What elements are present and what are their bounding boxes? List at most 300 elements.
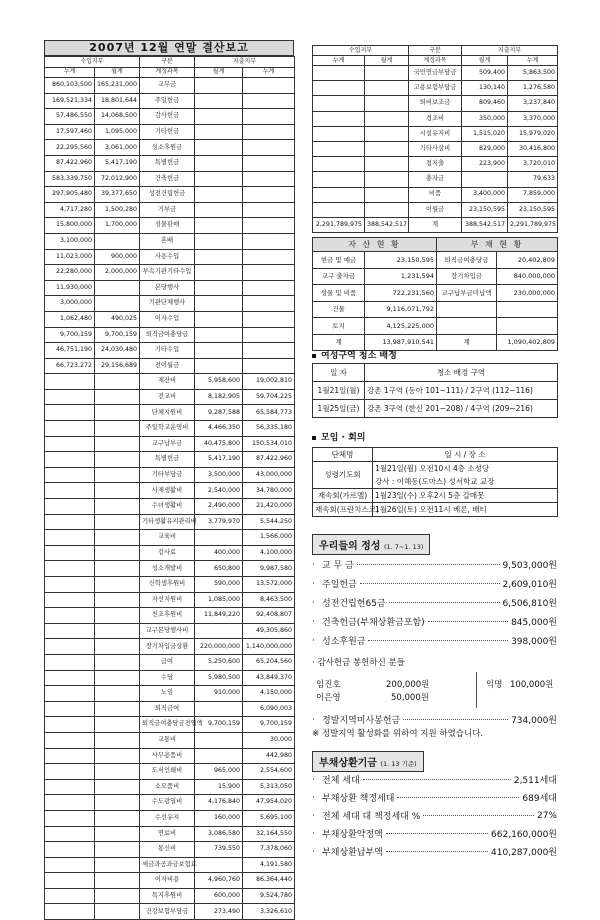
amount-value: 398,000원	[511, 637, 557, 647]
cell	[95, 499, 140, 515]
cell: 강촌 1구역 (동아 101~111) / 2구역 (112~116)	[365, 382, 558, 400]
ledger-row	[313, 96, 558, 111]
cell	[95, 639, 140, 655]
ledger-row	[45, 577, 295, 593]
cell: 442,980	[243, 748, 295, 764]
cell	[45, 499, 95, 515]
cell: 고용보험부담금	[409, 81, 462, 96]
amount-value: 845,000원	[511, 618, 557, 628]
cell: 86,364,440	[243, 873, 295, 889]
cell	[195, 202, 243, 218]
cell	[195, 140, 243, 156]
ledger-row	[313, 187, 558, 202]
amount-label: 부채상환약정액	[322, 830, 383, 840]
cell: 5,250,600	[195, 654, 243, 670]
cell	[243, 140, 295, 156]
cell: 32,164,550	[243, 826, 295, 842]
cell: 기타사상비	[409, 141, 462, 156]
cell	[313, 202, 365, 217]
cell	[243, 280, 295, 296]
cell: 시설유지비	[409, 126, 462, 141]
cell	[243, 218, 295, 234]
cell: 신학생후원비	[140, 577, 195, 593]
cell: 9,700,159	[95, 327, 140, 343]
cell	[95, 717, 140, 733]
ledger-row	[45, 109, 295, 125]
cell: 3,400,000	[462, 187, 508, 202]
assets-row	[313, 252, 558, 269]
cell	[95, 623, 140, 639]
cell	[365, 172, 409, 187]
ledger-row	[45, 265, 295, 281]
support-note: ※ 정발지역 활성화를 위하여 지원 하였습니다.	[312, 729, 484, 739]
amount-label: 성전건립헌65금	[322, 599, 386, 609]
cell	[45, 608, 95, 624]
cell	[45, 717, 95, 733]
cell: 세금과공과금보험료	[140, 857, 195, 873]
cell	[313, 157, 365, 172]
cell: 600,000	[195, 888, 243, 904]
cell: 722,231,560	[365, 285, 437, 302]
amount-value: 689세대	[522, 794, 557, 804]
debt-period: (1. 13 기준)	[380, 760, 417, 768]
cell: 910,000	[195, 686, 243, 702]
ledger-row	[45, 343, 295, 359]
cell: 72,012,900	[95, 171, 140, 187]
cell	[95, 592, 140, 608]
ledger-row	[45, 499, 295, 515]
amount-label: 주일헌금	[322, 580, 357, 590]
dot-leader	[360, 583, 500, 584]
cell: 9,700,159	[195, 717, 243, 733]
cell: 퇴직금여충당금전입액	[140, 717, 195, 733]
cell	[95, 577, 140, 593]
cell: 490,025	[95, 311, 140, 327]
cell	[313, 111, 365, 126]
cell: 24,030,480	[95, 343, 140, 359]
cell	[95, 389, 140, 405]
devotion-section-title	[312, 534, 430, 555]
cell	[243, 109, 295, 125]
expense-header: 지출지부	[462, 46, 558, 56]
meeting-row	[313, 489, 558, 503]
cell: 충자금	[409, 172, 462, 187]
cell: 1,500,280	[95, 202, 140, 218]
donor-3-amount: 100,000원	[510, 680, 554, 690]
cell	[437, 318, 497, 335]
thanks-offering-text: 감사헌금 봉헌하신 분들	[317, 658, 405, 668]
cell: 전교비	[140, 389, 195, 405]
cell: 23,150,595	[365, 252, 437, 269]
poverty-offering-label: 정발지역미사봉헌금	[322, 716, 401, 726]
ledger-row	[45, 421, 295, 437]
cell: 22,280,000	[45, 265, 95, 281]
cell: 4,150,000	[243, 686, 295, 702]
cell	[243, 93, 295, 109]
cell: 3,500,000	[195, 467, 243, 483]
meeting-group: 재속회(프란치스코)	[313, 503, 373, 517]
amount-row	[312, 773, 557, 786]
cell	[195, 93, 243, 109]
cell: 150,534,010	[243, 436, 295, 452]
cell: 3,100,000	[45, 233, 95, 249]
income-total-header: 누계	[45, 67, 95, 78]
cell	[243, 78, 295, 94]
cell: 40,475,800	[195, 436, 243, 452]
cell: 사무용품비	[140, 748, 195, 764]
cell	[95, 686, 140, 702]
cell	[243, 124, 295, 140]
cell: 7,859,000	[508, 187, 558, 202]
cell: 9,700,159	[243, 717, 295, 733]
cell: 주일학교운영비	[140, 421, 195, 437]
cell	[195, 732, 243, 748]
cell	[95, 888, 140, 904]
cell: 이자수입	[140, 311, 195, 327]
cell	[95, 670, 140, 686]
ledger-row	[45, 249, 295, 265]
cleaning-area-header: 청소 배정 구역	[365, 364, 558, 382]
bullet-icon	[312, 354, 316, 358]
cell: 사제생활비	[140, 483, 195, 499]
cell: 퇴비보조금	[409, 96, 462, 111]
cell: 교통비	[140, 732, 195, 748]
ledger-row	[45, 358, 295, 374]
ledger-row	[45, 826, 295, 842]
report-title: 2007년 12월 연말 결산보고	[44, 40, 294, 56]
cell	[45, 873, 95, 889]
cell	[95, 530, 140, 546]
amount-value: 6,506,810원	[502, 599, 557, 609]
cell: 이월금	[409, 202, 462, 217]
cell: 기타헌금	[140, 124, 195, 140]
bullet: ·	[312, 635, 315, 646]
cell	[243, 311, 295, 327]
cell: 수녀생활비	[140, 499, 195, 515]
expense-month-header: 월계	[195, 67, 243, 78]
donor-1-amount: 200,000원	[386, 680, 430, 690]
cleaning-header-row	[313, 364, 558, 382]
ledger-row	[45, 748, 295, 764]
cell	[195, 155, 243, 171]
income-header: 수입지부	[313, 46, 409, 56]
cell: 2,490,000	[195, 499, 243, 515]
ledger-row	[45, 155, 295, 171]
cell	[95, 608, 140, 624]
dot-leader	[428, 621, 508, 622]
cell	[95, 233, 140, 249]
amount-row	[312, 577, 557, 590]
cell: 특별헌금	[140, 155, 195, 171]
cell: 5,417,190	[195, 452, 243, 468]
account-item-header: 계정과목	[409, 56, 462, 66]
cell	[365, 202, 409, 217]
ledger-row	[45, 78, 295, 94]
cell: 840,000,000	[497, 268, 558, 285]
cell	[95, 467, 140, 483]
cell	[45, 514, 95, 530]
cell	[95, 421, 140, 437]
cell: 성소후원금	[140, 140, 195, 156]
ledger-row	[45, 764, 295, 780]
cell	[45, 764, 95, 780]
cell	[195, 187, 243, 203]
cell: 92,408,807	[243, 608, 295, 624]
cleaning-table	[312, 363, 558, 418]
cell: 교육비	[140, 530, 195, 546]
cell	[95, 810, 140, 826]
cell	[243, 265, 295, 281]
cell	[45, 686, 95, 702]
cell	[95, 280, 140, 296]
cell: 23,150,595	[462, 202, 508, 217]
cell	[45, 483, 95, 499]
cell: 교구납부금	[140, 436, 195, 452]
cell	[195, 265, 243, 281]
ledger-row	[45, 483, 295, 499]
cell	[365, 187, 409, 202]
ledger-row	[45, 93, 295, 109]
ledger-row	[45, 639, 295, 655]
meeting-time-place	[373, 503, 558, 517]
cell: 3,370,000	[508, 111, 558, 126]
cell: 4,176,840	[195, 795, 243, 811]
cell	[365, 96, 409, 111]
cell: 30,416,800	[508, 141, 558, 156]
debt-title: 부채상환기금	[319, 758, 377, 769]
cell: 3,237,840	[508, 96, 558, 111]
cell	[195, 218, 243, 234]
cell: 현금 및 예금	[313, 252, 365, 269]
cell: 계	[437, 334, 497, 351]
cell	[462, 172, 508, 187]
cell: 기부금	[140, 202, 195, 218]
meeting-group: 재속회(가르멜)	[313, 489, 373, 503]
cell	[313, 141, 365, 156]
cell: 성소개발비	[140, 561, 195, 577]
cell	[45, 436, 95, 452]
cell: 감사헌금	[140, 109, 195, 125]
cell: 9,524,780	[243, 888, 295, 904]
cell: 4,466,350	[195, 421, 243, 437]
cell	[365, 111, 409, 126]
cell	[45, 374, 95, 390]
amount-value: 410,287,000원	[491, 848, 557, 858]
dot-leader	[386, 851, 488, 852]
cell: 부속기관기타수입	[140, 265, 195, 281]
expense-month-header: 월계	[462, 56, 508, 66]
assets-row	[313, 318, 558, 335]
cell: 9,987,580	[243, 561, 295, 577]
amount-value: 662,160,000원	[491, 830, 557, 840]
cell: 21,420,000	[243, 499, 295, 515]
cell: 169,521,334	[45, 93, 95, 109]
ledger-row	[45, 202, 295, 218]
debt-section-title	[312, 751, 424, 772]
cell	[95, 296, 140, 312]
assets-liabilities-table	[312, 237, 558, 351]
amount-row	[312, 809, 557, 822]
cell: 900,000	[95, 249, 140, 265]
ledger-row	[45, 795, 295, 811]
cell: 3,779,970	[195, 514, 243, 530]
cell	[195, 701, 243, 717]
cell: 1,095,000	[95, 124, 140, 140]
meeting-row	[313, 503, 558, 517]
cell: 20,402,809	[497, 252, 558, 269]
cell: 1,140,000,000	[243, 639, 295, 655]
ledger-row	[313, 111, 558, 126]
cell: 연료비	[140, 826, 195, 842]
cell: 교무금	[140, 78, 195, 94]
cell: 3,061,000	[95, 140, 140, 156]
cell: 6,090,003	[243, 701, 295, 717]
meeting-time-place	[373, 489, 558, 503]
cell: 509,400	[462, 66, 508, 81]
bullet: ·	[312, 616, 315, 627]
ledger-row	[313, 157, 558, 172]
cell: 22,295,560	[45, 140, 95, 156]
dot-leader	[363, 779, 511, 780]
ledger-row	[45, 467, 295, 483]
amount-row	[312, 558, 557, 571]
cell	[95, 732, 140, 748]
cell	[243, 155, 295, 171]
cell: 혼배	[140, 233, 195, 249]
ledger-row	[45, 452, 295, 468]
dot-leader	[386, 833, 488, 834]
devotion-title: 우리들의 정성	[319, 541, 381, 552]
cell	[313, 126, 365, 141]
cell	[95, 873, 140, 889]
cell: 단체지원비	[140, 405, 195, 421]
ledger-subheader-row	[45, 67, 295, 78]
cell	[95, 561, 140, 577]
ledger-row	[313, 126, 558, 141]
ledger-row	[45, 701, 295, 717]
cell: 퇴직금여	[140, 701, 195, 717]
cell: 829,000	[462, 141, 508, 156]
cell: 130,140	[462, 81, 508, 96]
cleaning-row	[313, 400, 558, 418]
cell: 5,313,050	[243, 779, 295, 795]
expense-header: 지출지부	[195, 57, 295, 68]
ledger-row	[45, 374, 295, 390]
meetings-title: 모임 · 회의	[321, 433, 366, 443]
cell: 160,000	[195, 810, 243, 826]
expense-total-header: 누계	[508, 56, 558, 66]
amount-row	[312, 827, 557, 840]
cell	[45, 654, 95, 670]
cell	[95, 514, 140, 530]
meeting-group: 성령기도회	[313, 462, 373, 489]
cell	[195, 109, 243, 125]
donor-2-amount: 50,000원	[391, 693, 429, 703]
cell	[45, 405, 95, 421]
cell: 특별헌금	[140, 452, 195, 468]
cell: 1,062,480	[45, 311, 95, 327]
cell: 제잔비	[140, 374, 195, 390]
cell: 65,204,560	[243, 654, 295, 670]
cell: 11,023,000	[45, 249, 95, 265]
cell	[95, 826, 140, 842]
cell: 66,723,272	[45, 358, 95, 374]
cell: 583,339,750	[45, 171, 95, 187]
cell	[95, 779, 140, 795]
ledger-row	[45, 717, 295, 733]
cell: 5,863,500	[508, 66, 558, 81]
cell: 1,566,000	[243, 530, 295, 546]
cell: 809,460	[462, 96, 508, 111]
amount-label: 부채상환 책정세대	[322, 794, 395, 804]
ledger-row	[45, 888, 295, 904]
amount-row	[312, 634, 557, 647]
cell: 3,000,000	[45, 296, 95, 312]
cell	[45, 545, 95, 561]
meeting-time-place	[373, 462, 558, 489]
cell: 급여	[140, 654, 195, 670]
cell: 220,000,000	[195, 639, 243, 655]
cell: 739,550	[195, 842, 243, 858]
cell: 도서인쇄비	[140, 764, 195, 780]
cell	[45, 701, 95, 717]
cell: 18,801,644	[95, 93, 140, 109]
ledger-row	[45, 904, 295, 920]
cell: 860,103,500	[45, 78, 95, 94]
ledger-row	[313, 202, 558, 217]
meeting-line: 1월21일(월) 오전10시 4층 소성당	[375, 464, 490, 473]
cell: 5,417,190	[95, 155, 140, 171]
cell: 장기차입금상환	[140, 639, 195, 655]
ledger-row	[45, 810, 295, 826]
settlement-report-left	[44, 40, 294, 920]
ledger-row	[45, 405, 295, 421]
cell	[45, 904, 95, 920]
thanks-offering-label: · 감사헌금 봉헌하신 분들	[312, 658, 405, 668]
ledger-row	[45, 686, 295, 702]
cell	[243, 358, 295, 374]
cell: 5,980,500	[195, 670, 243, 686]
cell: 14,068,500	[95, 109, 140, 125]
cell	[195, 623, 243, 639]
cell	[45, 561, 95, 577]
cell: 49,305,860	[243, 623, 295, 639]
cell: 297,905,480	[45, 187, 95, 203]
ledger-row	[45, 670, 295, 686]
bullet-icon	[312, 436, 316, 440]
cell: 13,987,910,541	[365, 334, 437, 351]
cell: 43,849,370	[243, 670, 295, 686]
cell: 8,463,500	[243, 592, 295, 608]
cell: 국민연금부담금	[409, 66, 462, 81]
cell	[195, 530, 243, 546]
cell: 기타수입	[140, 343, 195, 359]
cell	[243, 327, 295, 343]
cell	[45, 623, 95, 639]
cell: 3,720,010	[508, 157, 558, 172]
cell: 소모품비	[140, 779, 195, 795]
cell: 965,000	[195, 764, 243, 780]
cell	[195, 296, 243, 312]
cell: 성물 및 비품	[313, 285, 365, 302]
cell	[45, 639, 95, 655]
bullet: ·	[312, 828, 315, 839]
cleaning-section-heading	[312, 348, 397, 361]
amount-label: 전체 세대	[322, 776, 360, 786]
cell: 8,182,905	[195, 389, 243, 405]
dot-leader	[423, 815, 534, 816]
bullet: ·	[312, 597, 315, 608]
